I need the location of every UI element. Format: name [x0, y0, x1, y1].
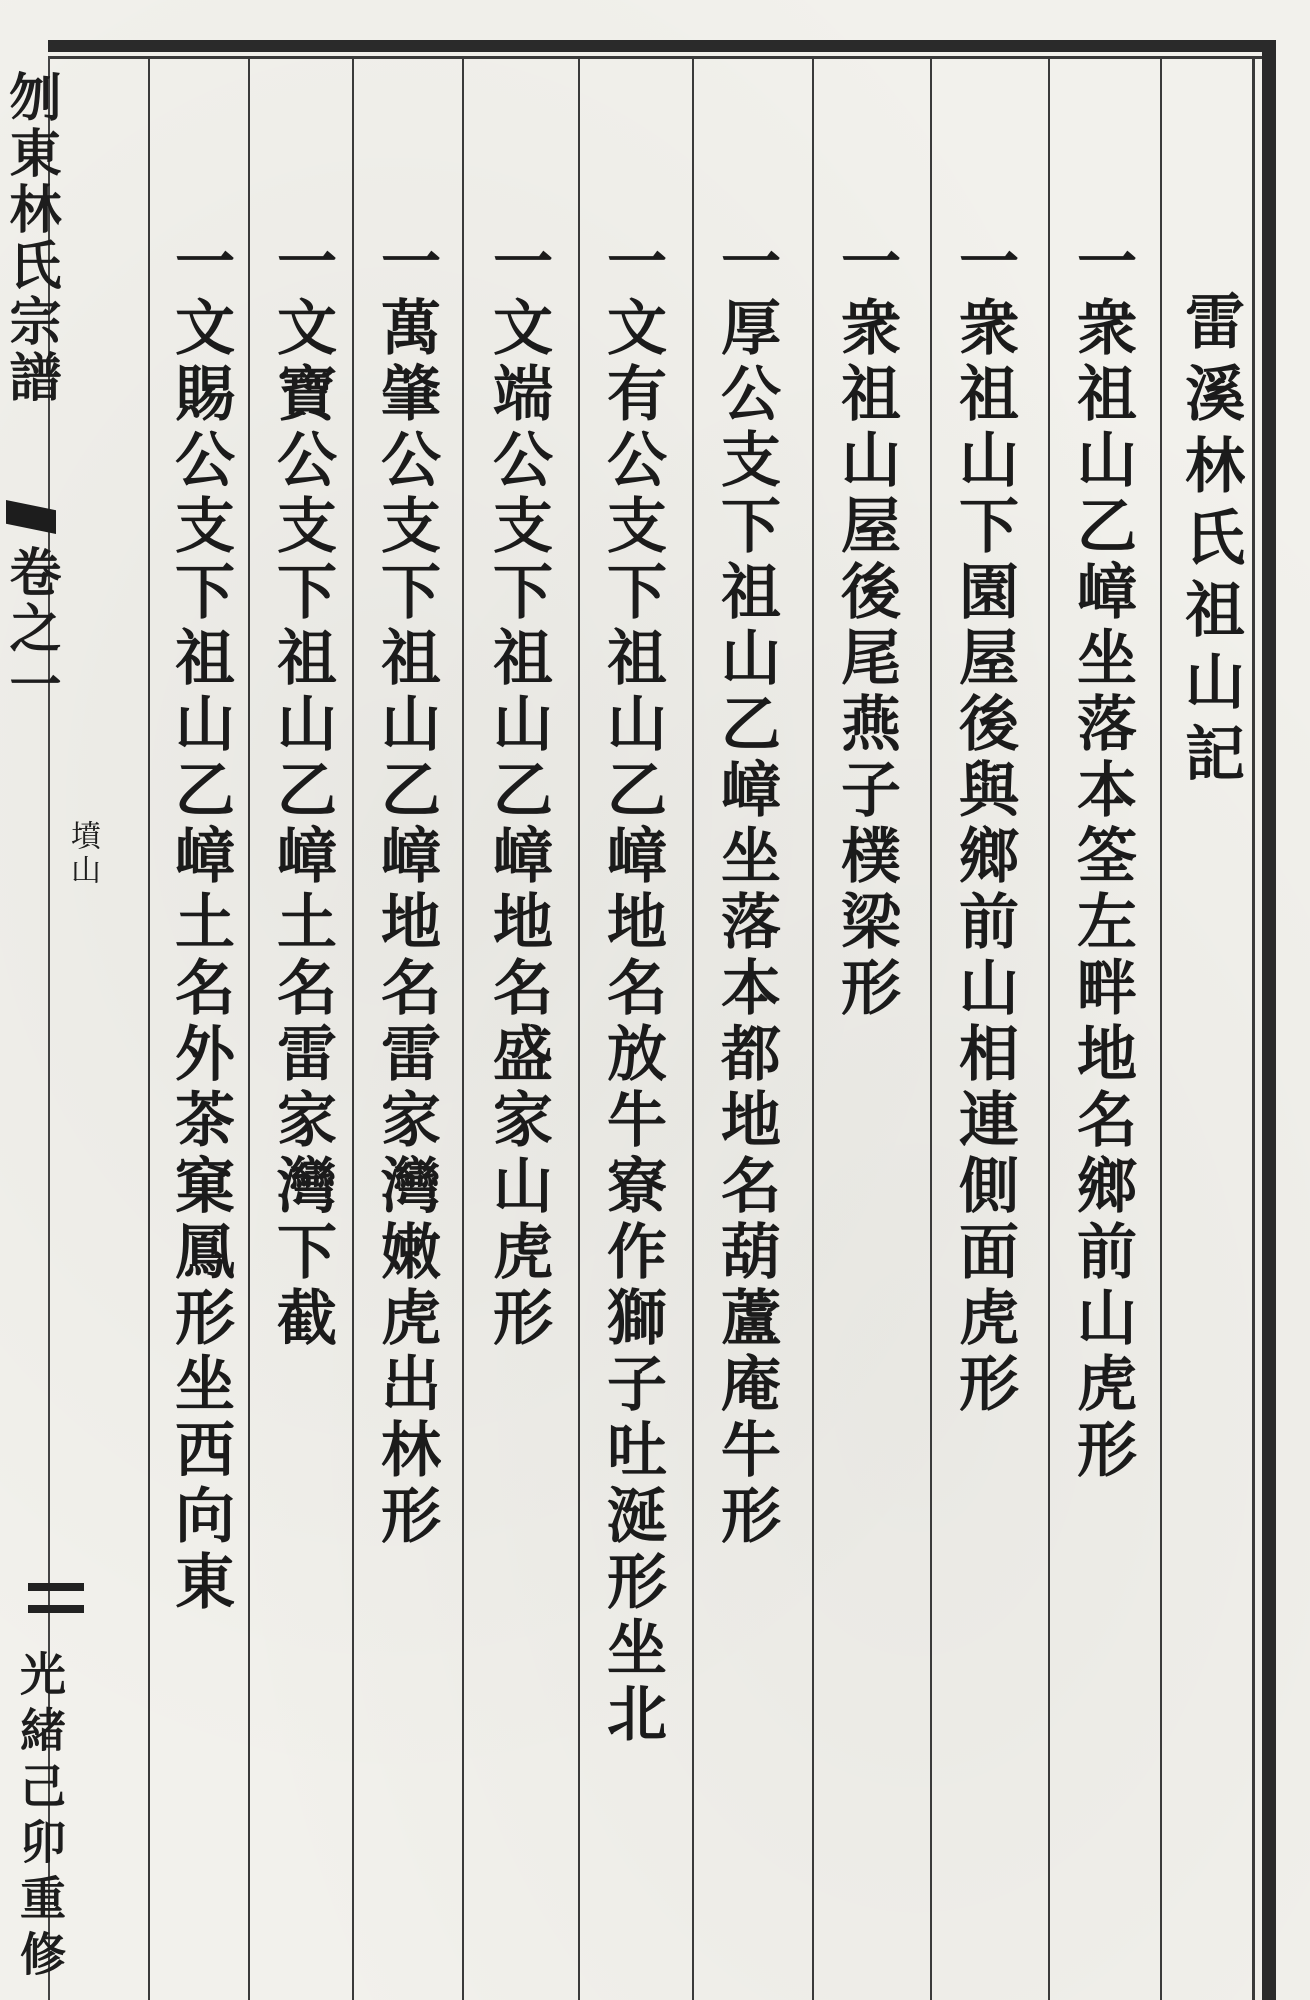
- entry-text: 一衆祖山乙嶂坐落本筌左畔地名鄉前山虎形: [1067, 230, 1137, 1484]
- frame-top-inner-border: [48, 56, 1276, 59]
- column-divider: [1048, 59, 1050, 2000]
- column-divider: [812, 59, 814, 2000]
- page-number-mark: [28, 1575, 88, 1635]
- entry-text: 一厚公支下祖山乙嶂坐落本都地名葫蘆庵牛形: [711, 230, 781, 1550]
- volume-label: 卷之一: [0, 545, 61, 713]
- entry-text: 一衆祖山屋後尾燕子樸梁形: [831, 230, 901, 1022]
- entry-text: 一文寶公支下祖山乙嶂土名雷家灣下截: [267, 230, 337, 1352]
- book-title: 刎東林氏宗譜: [0, 70, 61, 406]
- column-divider: [462, 59, 464, 2000]
- entry-text: 一文賜公支下祖山乙嶂土名外茶窠鳳形坐西向東: [165, 230, 235, 1616]
- page-title: 雷溪林氏祖山記: [1175, 290, 1245, 794]
- column-divider: [578, 59, 580, 2000]
- entry-text: 一衆祖山下園屋後與鄉前山相連側面虎形: [949, 230, 1019, 1418]
- column-divider: [930, 59, 932, 2000]
- frame-top-border: [48, 40, 1276, 52]
- column-divider: [352, 59, 354, 2000]
- section-label: 墳山: [65, 820, 100, 888]
- frame-right-border: [1262, 40, 1276, 2000]
- edition-label: 光緒己卯重修: [13, 1650, 67, 1986]
- entry-text: 一文有公支下祖山乙嶂地名放牛寮作獅子吐涎形坐北: [597, 230, 667, 1748]
- entry-text: 一萬肇公支下祖山乙嶂地名雷家灣嫩虎出林形: [371, 230, 441, 1550]
- column-divider: [692, 59, 694, 2000]
- entry-text: 一文端公支下祖山乙嶂地名盛家山虎形: [483, 230, 553, 1352]
